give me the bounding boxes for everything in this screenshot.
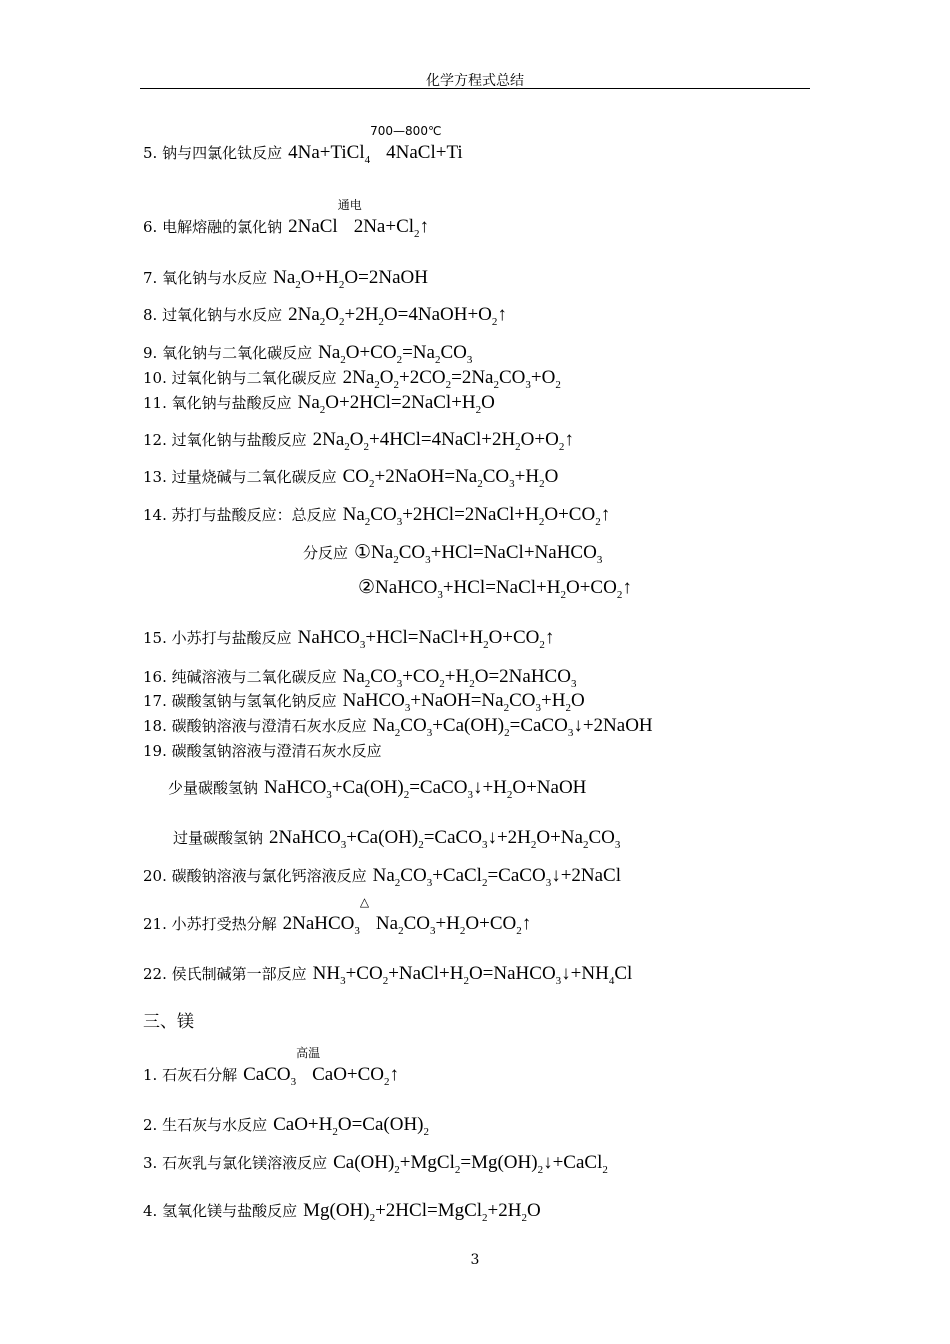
equation-line	[168, 777, 587, 801]
reaction-label: 15. 小苏打与盐酸反应	[143, 629, 292, 647]
reaction-label: 9. 氧化钠与二氧化碳反应	[143, 344, 313, 362]
chemical-equation: $Na_2CO_3+Ca(OH)_2=CaCO_3↓+2NaOH$	[372, 715, 653, 739]
equation-line	[143, 392, 495, 416]
reaction-label: 11. 氧化钠与盐酸反应	[143, 394, 292, 412]
products-with-condition	[370, 124, 463, 163]
reaction-condition: 700—800℃	[370, 124, 442, 138]
products: $CaO+CO_2↑$	[312, 1064, 400, 1088]
equation-line	[143, 715, 653, 739]
page-header: 化学方程式总结	[426, 73, 524, 89]
chemical-equation: $Ca(OH)_2+MgCl_2=Mg(OH)_2↓+CaCl_2$	[333, 1152, 608, 1176]
reaction-label: 少量碳酸氢钠	[168, 779, 259, 797]
chemical-equation: $2Na_2O_2+2CO_2=2Na_2CO_3+O_2$	[342, 367, 561, 391]
chemical-equation: $Na_2CO_3+CO_2+H_2O=2NaHCO_3$	[342, 666, 577, 690]
equation-line	[143, 504, 611, 528]
equation-line	[143, 865, 622, 889]
equation-line	[303, 542, 603, 566]
equation-line	[143, 267, 428, 291]
reaction-label: 3. 石灰乳与氯化镁溶液反应	[143, 1154, 328, 1172]
reactants: 2NaCl	[288, 216, 338, 237]
equation-line	[143, 1046, 400, 1088]
reaction-label: 过量碳酸氢钠	[173, 829, 264, 847]
products: 4NaCl+Ti	[386, 142, 463, 163]
chemical-equation: $NaHCO_3+Ca(OH)_2=CaCO_3↓+H_2O+NaOH$	[264, 777, 587, 801]
reaction-label: 12. 过氧化钠与盐酸反应	[143, 431, 307, 449]
equation-line	[173, 827, 621, 851]
chemical-equation: $Na_2CO_3+CaCl_2=CaCO_3↓+2NaCl$	[372, 865, 622, 889]
products: $2Na+Cl_2↑$	[353, 216, 430, 240]
products-with-condition	[337, 198, 430, 240]
chemical-equation: $Na_2O+CO_2=Na_2CO_3$	[318, 342, 473, 366]
reaction-label: 分反应	[303, 544, 349, 562]
section-title: 三、镁	[143, 1012, 194, 1032]
chemical-equation: $Mg(OH)_2+2HCl=MgCl_2+2H_2O$	[303, 1200, 541, 1224]
products-with-condition	[359, 895, 532, 937]
reaction-label: 2. 生石灰与水反应	[143, 1116, 268, 1134]
products: $Na_2CO_3+H_2O+CO_2↑$	[375, 913, 532, 937]
equation-line	[143, 124, 463, 166]
reaction-label: 19. 碳酸氢钠溶液与澄清石灰水反应	[143, 742, 382, 760]
chemical-equation: $2NaHCO_3+Ca(OH)_2=CaCO_3↓+2H_2O+Na_2CO_3$	[269, 827, 621, 851]
chemical-equation	[282, 895, 532, 937]
equation-line	[143, 429, 574, 453]
reaction-label: 17. 碳酸氢钠与氢氧化钠反应	[143, 692, 337, 710]
equation-line	[143, 895, 532, 937]
reaction-condition: 通电	[337, 198, 362, 212]
header-rule	[140, 88, 810, 89]
chemical-equation: $②NaHCO_3+HCl=NaCl+H_2O+CO_2↑$	[358, 577, 632, 601]
reaction-label: 14. 苏打与盐酸反应：总反应	[143, 506, 337, 524]
equation-line	[143, 690, 585, 714]
reaction-label: 16. 纯碱溶液与二氧化碳反应	[143, 668, 337, 686]
chemical-equation	[288, 124, 463, 166]
reaction-condition: △	[359, 895, 370, 909]
equation-line	[143, 627, 555, 651]
reactants: CaCO$_3$	[243, 1064, 297, 1088]
reaction-label: 20. 碳酸钠溶液与氯化钙溶液反应	[143, 867, 367, 885]
equation-line	[143, 466, 559, 490]
chemical-equation: $CaO+H_2O=Ca(OH)_2$	[273, 1114, 429, 1138]
chemical-equation	[243, 1046, 400, 1088]
chemical-equation: $NaHCO_3+HCl=NaCl+H_2O+CO_2↑$	[297, 627, 555, 651]
reaction-label: 21. 小苏打受热分解	[143, 915, 277, 933]
chemical-equation: $Na_2CO_3+2HCl=2NaCl+H_2O+CO_2↑$	[342, 504, 611, 528]
equation-line	[143, 1152, 608, 1176]
chemical-equation	[288, 198, 430, 240]
equation-line	[143, 1200, 541, 1224]
reaction-label: 13. 过量烧碱与二氧化碳反应	[143, 468, 337, 486]
reaction-label: 18. 碳酸钠溶液与澄清石灰水反应	[143, 717, 367, 735]
reactants: 2NaHCO$_3$	[282, 913, 360, 937]
reaction-label: 1. 石灰石分解	[143, 1066, 238, 1084]
equation-line	[143, 963, 633, 987]
reaction-label: 4. 氢氧化镁与盐酸反应	[143, 1202, 298, 1220]
page-number: 3	[470, 1252, 480, 1268]
reaction-label: 6. 电解熔融的氯化钠	[143, 218, 283, 236]
reaction-label: 7. 氧化钠与水反应	[143, 269, 268, 287]
equation-line	[358, 577, 632, 601]
equation-line	[143, 198, 430, 240]
reaction-label: 8. 过氧化钠与水反应	[143, 306, 283, 324]
reactants: 4Na+TiCl$_4$	[288, 142, 371, 166]
chemical-equation: $2Na_2O_2+2H_2O=4NaOH+O_2↑$	[288, 304, 507, 328]
equation-line	[143, 342, 473, 366]
equation-line	[143, 367, 561, 391]
section-heading	[143, 1014, 194, 1031]
equation-line	[143, 304, 507, 328]
reaction-label: 10. 过氧化钠与二氧化碳反应	[143, 369, 337, 387]
equation-line	[143, 741, 388, 760]
chemical-equation: $Na_2O+2HCl=2NaCl+H_2O$	[297, 392, 495, 416]
equation-line	[143, 1114, 429, 1138]
chemical-equation: $NaHCO_3+NaOH=Na_2CO_3+H_2O$	[342, 690, 585, 714]
chemical-equation: $NH_3+CO_2+NaCl+H_2O=NaHCO_3↓+NH_4Cl$	[312, 963, 633, 987]
equation-line	[143, 666, 577, 690]
chemical-equation: $CO_2+2NaOH=Na_2CO_3+H_2O$	[342, 466, 559, 490]
chemical-equation: $Na_2O+H_2O=2NaOH$	[273, 267, 428, 291]
chemical-equation: $①Na_2CO_3+HCl=NaCl+NaHCO_3$	[354, 542, 603, 566]
chemical-equation: $2Na_2O_2+4HCl=4NaCl+2H_2O+O_2↑$	[312, 429, 574, 453]
reaction-condition: 高温	[296, 1046, 321, 1060]
products-with-condition	[296, 1046, 400, 1088]
reaction-label: 5. 钠与四氯化钛反应	[143, 144, 283, 162]
reaction-label: 22. 侯氏制碱第一部反应	[143, 965, 307, 983]
